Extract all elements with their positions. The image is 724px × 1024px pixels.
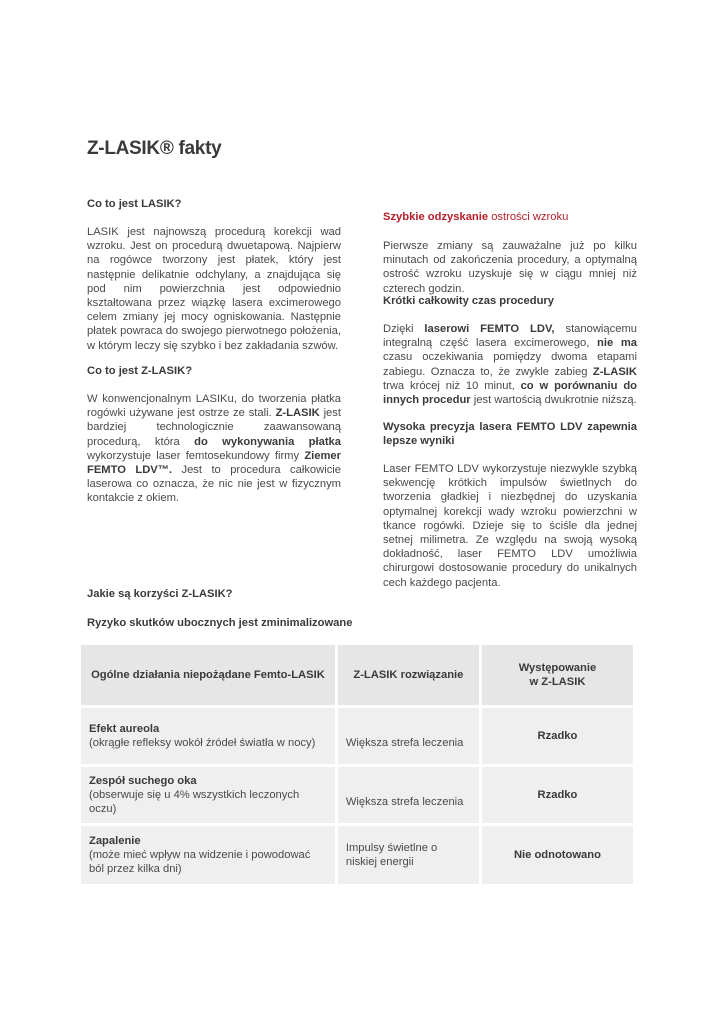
solution-cell: Impulsy świetlne o niskiej energii — [338, 826, 479, 884]
table-header: Ogólne działania niepożądane Femto-LASIK — [81, 645, 335, 705]
heading-benefits: Jakie są korzyści Z-LASIK? — [87, 588, 233, 600]
effect-cell — [81, 767, 335, 823]
text-segment: czasu oczekiwania pomiędzy dwoma etapami zabiegu. Oznacza to, że zwykle zabieg — [383, 351, 637, 378]
occurrence-cell: Rzadko — [482, 767, 633, 823]
paren: ( — [89, 737, 93, 749]
text-segment: Ze względu na swoją wysoką dokładność, laser FEMTO LDV umożliwia chirurgowi dostosowanie procedury do unikalnych cech każdego pacjenta. — [383, 534, 637, 589]
effect-description: (może mieć wpływ na widzenie i powodować ból przez kilka dni) — [89, 849, 311, 875]
effect-description: okrągłe refleksy wokół źródeł światła w nocy — [92, 737, 312, 749]
text-bold: co w porównaniu do innych procedur — [383, 379, 637, 407]
heading-short-time: Krótki całkowity czas procedury — [383, 295, 554, 307]
text-bold: do wykonywania płatka — [194, 435, 342, 448]
table-header: Z-LASIK rozwiązanie — [338, 645, 479, 705]
heading-what-is-zlasik: Co to jest Z-LASIK? — [87, 365, 193, 377]
text-segment: jest bardziej technologicznie zaawansowaną procedurą, która — [87, 407, 341, 448]
paren: ( — [89, 789, 93, 801]
paragraph-short-time — [383, 322, 637, 407]
text-bold: Z-LASIK — [275, 407, 320, 420]
effect-name: Efekt aureola — [89, 723, 160, 735]
paragraph-zlasik — [87, 392, 341, 506]
effect-cell — [81, 708, 335, 764]
table-header-row — [81, 645, 633, 705]
occurrence-cell: Rzadko — [482, 708, 633, 764]
effect-name: Zespół suchego oka — [89, 775, 197, 787]
text-segment: Dzięki — [383, 323, 425, 335]
table-header: Występowanie w Z-LASIK — [482, 645, 633, 705]
effect-description: obserwuje się u 4% wszystkich leczonych oczu — [89, 789, 300, 815]
effect-name: Zapalenie — [89, 835, 141, 847]
text-bold: Ziemer FEMTO LDV™. — [87, 449, 341, 477]
table-row — [81, 708, 633, 764]
text-segment: trwa krócej niż 10 minut, — [383, 379, 521, 392]
side-effects-table — [78, 642, 636, 887]
heading-red-bold: Szybkie odzyskanie — [383, 211, 489, 223]
solution-cell: Większa strefa leczenia — [338, 767, 479, 823]
text-bold: Z-LASIK — [592, 365, 637, 378]
paragraph-lasik-text: LASIK jest najnowszą procedurą korekcji wad wzroku. Jest on procedurą dwuetapową. Najpierw na rogówce tworzony jest płatek, który jest następnie delikatnie odchylany, a znajdująca się pod nim powierzchnia jest odpowiednio kształtowana przez wiązkę lasera excimerowego celem zmiany jej mocy ogniskowania. Następnie płatek powraca do swojego pierwotnego położenia, w którym leczy się szybko i bez zakładania szwów. — [87, 226, 341, 352]
paren: ) — [311, 737, 316, 749]
heading-precision: Wysoka precyzja lasera FEMTO LDV zapewnia lepsze wyniki — [383, 421, 637, 448]
effect-cell — [81, 826, 335, 884]
subheading-risk: Ryzyko skutków ubocznych jest zminimalizowane — [87, 617, 353, 629]
table-row — [81, 767, 633, 823]
paragraph-fast-recovery — [383, 239, 637, 296]
text-bold: nie ma — [597, 337, 637, 350]
occurrence-cell: Nie odnotowano — [482, 826, 633, 884]
text-bold: laserowi FEMTO LDV, — [424, 323, 555, 335]
text-segment: wykorzystuje laser femtosekundowy firmy — [87, 449, 305, 462]
text-segment: jest wartością dwukrotnie niższą. — [470, 394, 637, 407]
text-segment: stanowiącemu integralną część lasera excimerowego, — [383, 323, 637, 350]
heading-fast-recovery — [383, 211, 637, 223]
text-segment: W konwencjonalnym LASIKu, do tworzenia płatka rogówki używane jest ostrze ze stali. — [87, 393, 341, 420]
heading-what-is-lasik: Co to jest LASIK? — [87, 198, 182, 210]
text-segment: Laser FEMTO LDV wykorzystuje niezwykle szybką sekwencję krótkich impulsów świetlnych do tworzenia gładkiej i niezbędnej do uzyskania optymalnej korekcji wady wzroku powierzchni w tkance rogówki. — [383, 463, 637, 532]
paragraph-precision — [383, 462, 637, 590]
heading-red-normal: ostrości wzroku — [488, 211, 569, 223]
paren: ) — [112, 803, 117, 815]
paragraph-fast-recovery-text: Pierwsze zmiany są zauważalne już po kilku minutach od zakończenia procedury, a optymalną ostrość wzroku uzyskuje się w ciągu mniej niż czterech godzin. — [383, 240, 637, 295]
text-segment: Dzieje się to ściśle dla jednej setnej milimetra. — [383, 519, 637, 547]
text-segment: Jest to procedura całkowicie laserowa co oznacza, że nic nie jest w fizycznym kontakcie z okiem. — [87, 464, 342, 505]
paragraph-lasik — [87, 225, 341, 353]
page-title: Z-LASIK® fakty — [87, 138, 222, 159]
solution-cell: Większa strefa leczenia — [338, 708, 479, 764]
table-row — [81, 826, 633, 884]
